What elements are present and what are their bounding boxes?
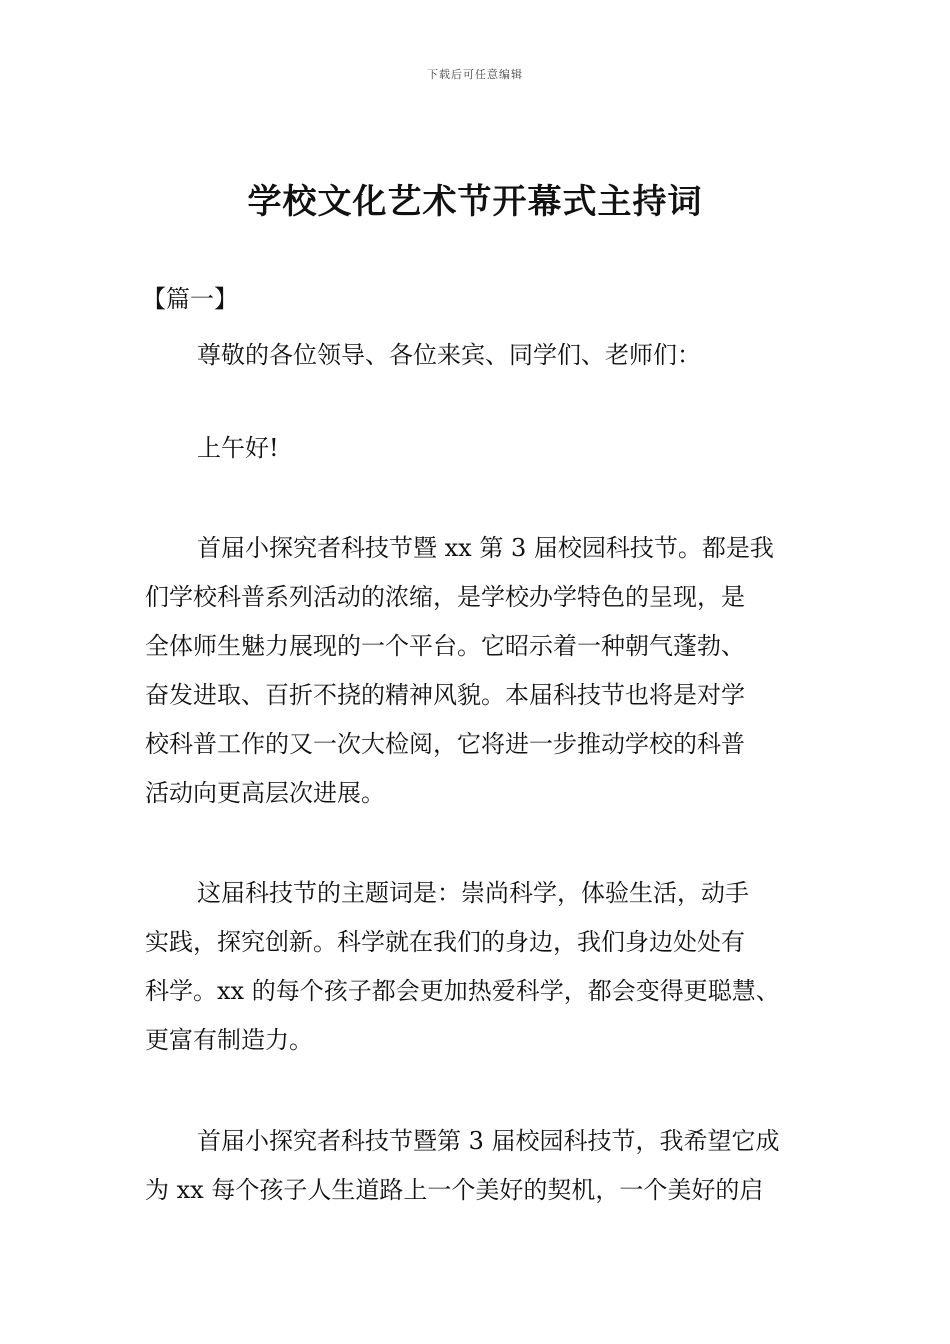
section-label: 【篇一】 xyxy=(142,285,238,313)
paragraph-line: 活动向更高层次进展。 xyxy=(145,779,385,807)
paragraph-line: 校科普工作的又一次大检阅，它将进一步推动学校的科普 xyxy=(145,730,745,758)
paragraph-line: 尊敬的各位领导、各位来宾、同学们、老师们： xyxy=(197,341,701,369)
paragraph-hope xyxy=(145,1117,825,1215)
paragraph-line: 这届科技节的主题词是：崇尚科学，体验生活，动手 xyxy=(197,879,749,907)
paragraph-theme xyxy=(145,869,825,1065)
paragraph-line: 首届小探究者科技节暨 xx 第 3 届校园科技节。都是我 xyxy=(197,534,774,562)
paragraph-greeting xyxy=(145,331,825,380)
paragraph-line: 实践，探究创新。科学就在我们的身边，我们身边处处有 xyxy=(145,928,745,956)
document-title: 学校文化艺术节开幕式主持词 xyxy=(247,182,703,222)
paragraph-intro xyxy=(145,524,825,818)
paragraph-line: 奋发进取、百折不挠的精神风貌。本届科技节也将是对学 xyxy=(145,681,745,709)
paragraph-line: 们学校科普系列活动的浓缩，是学校办学特色的呈现，是 xyxy=(145,583,745,611)
header-note: 下载后可任意编辑 xyxy=(427,68,523,81)
paragraph-line: 为 xx 每个孩子人生道路上一个美好的契机，一个美好的启 xyxy=(145,1176,764,1204)
paragraph-line: 全体师生魅力展现的一个平台。它昭示着一种朝气蓬勃、 xyxy=(145,632,745,660)
paragraph-good-morning xyxy=(145,424,825,473)
paragraph-line: 科学。xx 的每个孩子都会更加热爱科学，都会变得更聪慧、 xyxy=(145,977,780,1005)
paragraph-line: 更富有制造力。 xyxy=(145,1026,313,1054)
paragraph-line: 上午好! xyxy=(197,434,279,462)
paragraph-line: 首届小探究者科技节暨第 3 届校园科技节，我希望它成 xyxy=(197,1127,780,1155)
